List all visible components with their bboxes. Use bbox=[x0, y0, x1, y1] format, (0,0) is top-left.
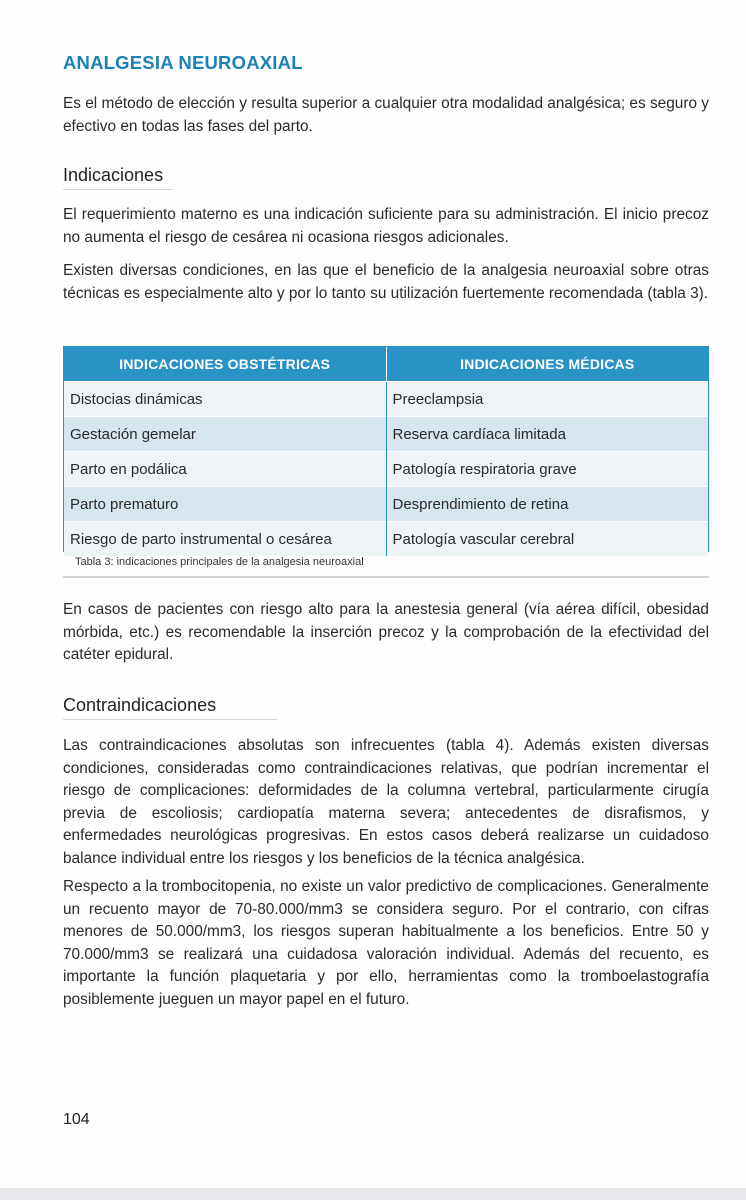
indicaciones-paragraph-2: Existen diversas condiciones, en las que el beneficio de la analgesia neuroaxial sobre otras técnicas es especialmente alto y por lo tanto su utilización fuertemente recomendada (tabla 3). bbox=[63, 262, 709, 302]
after-table-paragraph: En casos de pacientes con riesgo alto para la anestesia general (vía aérea difícil, obesidad mórbida, etc.) es recomendable la inserción precoz y la comprobación de la efectividad del catéter epidural. bbox=[63, 601, 709, 664]
table-header-row bbox=[64, 347, 708, 382]
table-cell: Riesgo de parto instrumental o cesárea bbox=[64, 522, 386, 557]
table-cell: Parto en podálica bbox=[64, 452, 386, 487]
table-caption: Tabla 3: indicaciones principales de la analgesia neuroaxial bbox=[75, 556, 364, 568]
table-cell: Patología respiratoria grave bbox=[386, 452, 708, 487]
indicaciones-heading: Indicaciones bbox=[63, 165, 164, 185]
intro-paragraph: Es el método de elección y resulta superior a cualquier otra modalidad analgésica; es seguro y efectivo en todas las fases del parto. bbox=[63, 95, 709, 135]
bottom-strip bbox=[0, 1188, 746, 1200]
indicaciones-paragraph-1: El requerimiento materno es una indicación suficiente para su administración. El inicio precoz no aumenta el riesgo de cesárea ni ocasiona riesgos adicionales. bbox=[63, 206, 709, 246]
table-cell: Preeclampsia bbox=[386, 382, 708, 417]
section-title: ANALGESIA NEUROAXIAL bbox=[63, 52, 303, 73]
table-row bbox=[64, 487, 708, 522]
contraindicaciones-heading: Contraindicaciones bbox=[63, 695, 217, 715]
contraindicaciones-paragraph-2: Respecto a la trombocitopenia, no existe un valor predictivo de complicaciones. Generalmente un recuento mayor de 70-80.000/mm3 se considera seguro. Por el contrario, con cifras menores de 50.000/mm3, los riesgos superan habitualmente a los beneficios. Entre 50 y 70.000/mm3 se realizará una cuidadosa valoración individual. Además del recuento, es importante la función plaquetaria y por ello, herramientas como la tromboelastografía posiblemente jueguen un mayor papel en el futuro. bbox=[63, 878, 709, 1008]
table-row bbox=[64, 452, 708, 487]
table-cell: Patología vascular cerebral bbox=[386, 522, 708, 557]
header-medical-indications: INDICACIONES MÉDICAS bbox=[386, 347, 708, 382]
page-number: 104 bbox=[63, 1111, 90, 1128]
table-row bbox=[64, 382, 708, 417]
table-cell: Distocias dinámicas bbox=[64, 382, 386, 417]
table-row bbox=[64, 522, 708, 557]
indications-table bbox=[63, 346, 709, 552]
table-cell: Gestación gemelar bbox=[64, 417, 386, 452]
table-cell: Parto prematuro bbox=[64, 487, 386, 522]
indicaciones-heading-rule bbox=[63, 189, 173, 190]
caption-rule bbox=[63, 576, 709, 578]
table-cell: Reserva cardíaca limitada bbox=[386, 417, 708, 452]
table-row bbox=[64, 417, 708, 452]
header-obstetric-indications: INDICACIONES OBSTÉTRICAS bbox=[64, 347, 386, 382]
contraindicaciones-heading-rule bbox=[63, 719, 277, 720]
table-cell: Desprendimiento de retina bbox=[386, 487, 708, 522]
contraindicaciones-paragraph-1: Las contraindicaciones absolutas son infrecuentes (tabla 4). Además existen diversas condiciones, consideradas como contraindicaciones relativas, que podrían incrementar el riesgo de complicaciones: deformidades de la columna vertebral, particularmente cirugía previa de escoliosis; cardiopatía materna severa; antecedentes de disrafismos, y enfermedades neurológicas progresivas. En estos casos deberá realizarse un cuidadoso balance individual entre los riesgos y los beneficios de la técnica analgésica. bbox=[63, 737, 709, 867]
